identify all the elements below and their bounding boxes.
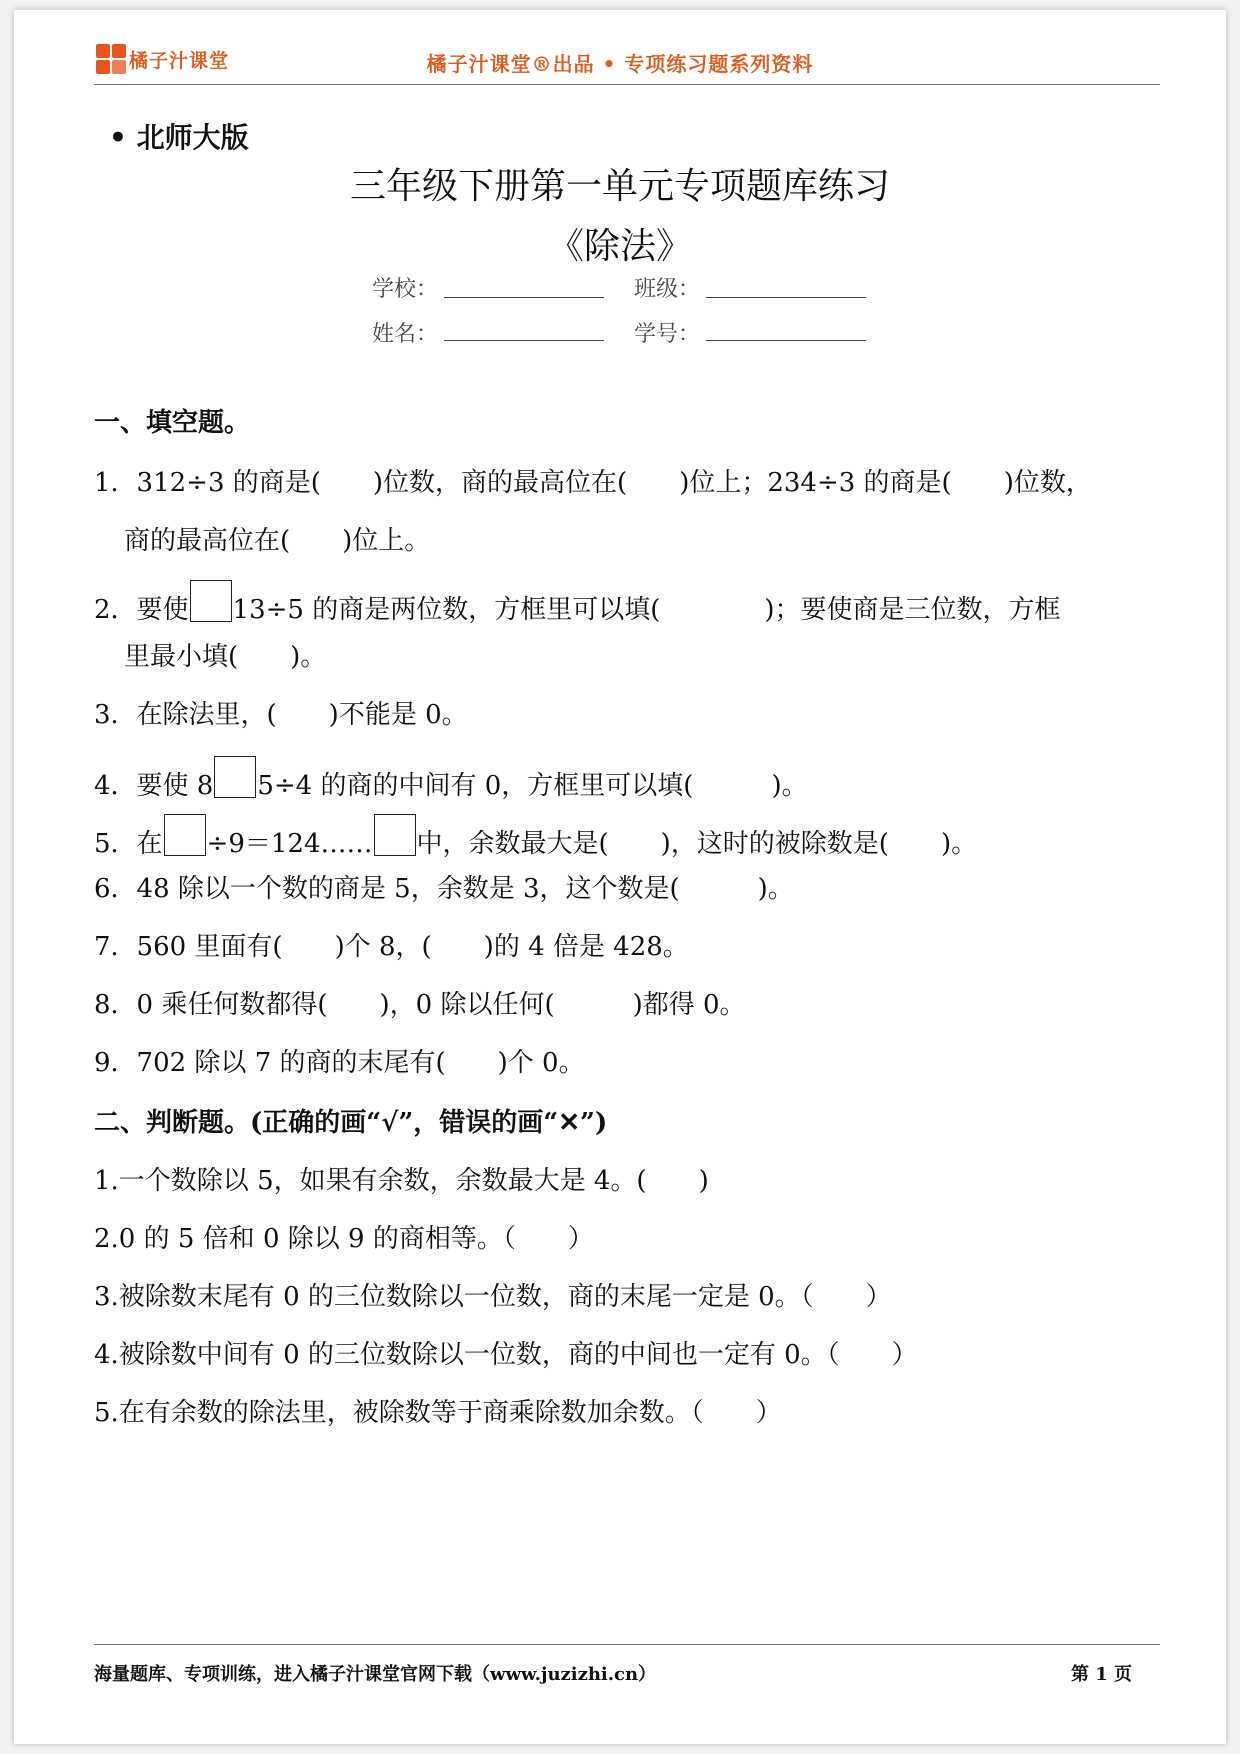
number-field[interactable] (706, 340, 866, 341)
brand-name: 橘子汁课堂 (129, 50, 230, 72)
judgement-item-4: 4.被除数中间有 0 的三位数除以一位数，商的中间也一定有 0。（ ） (94, 1340, 918, 1370)
name-label: 姓名： (372, 322, 439, 347)
footer-rule (94, 1644, 1160, 1645)
section-judgement-heading: 二、判断题。(正确的画“√”，错误的画“✕”) (94, 1108, 608, 1138)
judgement-item-2: 2.0 的 5 倍和 0 除以 9 的商相等。（ ） (94, 1224, 594, 1254)
name-field[interactable] (444, 340, 604, 341)
header-rule (94, 84, 1160, 85)
class-label: 班级： (634, 277, 701, 302)
header-title: 橘子汁课堂®出品 • 专项练习题系列资料 (426, 52, 814, 76)
question-2-line-2: 里最小填( )。 (124, 642, 327, 672)
footer-text: 海量题库、专项训练，进入橘子汁课堂官网下载（www.juzizhi.cn） (94, 1664, 657, 1685)
question-3: 3．在除法里，( )不能是 0。 (94, 700, 468, 730)
edition-label: • 北师大版 (109, 121, 249, 154)
answer-box[interactable] (164, 814, 206, 856)
page-title: 三年级下册第一单元专项题库练习 (349, 166, 890, 207)
section-fill-blank-heading: 一、填空题。 (94, 408, 251, 438)
question-7: 7．560 里面有( )个 8，( )的 4 倍是 428。 (94, 932, 689, 962)
school-label: 学校： (372, 277, 439, 302)
question-9: 9．702 除以 7 的商的末尾有( )个 0。 (94, 1048, 585, 1078)
judgement-item-1: 1.一个数除以 5，如果有余数，余数最大是 4。( ) (94, 1166, 709, 1196)
question-5: 5．在 ÷9＝124…… 中，余数最大是( )，这时的被除数是( )。 (94, 814, 977, 860)
number-label: 学号： (634, 322, 701, 347)
question-4: 4．要使 8 5÷4 的商的中间有 0，方框里可以填( )。 (94, 756, 808, 802)
question-6: 6．48 除以一个数的商是 5，余数是 3，这个数是( )。 (94, 874, 794, 904)
answer-box[interactable] (214, 756, 256, 798)
judgement-item-3: 3.被除数末尾有 0 的三位数除以一位数，商的末尾一定是 0。（ ） (94, 1282, 892, 1312)
question-1-line-1: 1．312÷3 的商是( )位数，商的最高位在( )位上；234÷3 的商是( )位数， (94, 468, 1092, 498)
question-2-line-1: 2．要使 13÷5 的商是两位数，方框里可以填( )；要使商是三位数，方框 (94, 580, 1061, 626)
class-field[interactable] (706, 297, 866, 298)
worksheet-page (14, 10, 1226, 1744)
answer-box[interactable] (374, 814, 416, 856)
school-field[interactable] (444, 297, 604, 298)
page-subtitle: 《除法》 (547, 226, 692, 267)
question-1-line-2: 商的最高位在( )位上。 (124, 526, 431, 556)
answer-box[interactable] (190, 580, 232, 622)
page-number: 第 1 页 (1070, 1664, 1132, 1685)
question-8: 8．0 乘任何数都得( )，0 除以任何( )都得 0。 (94, 990, 746, 1020)
judgement-item-5: 5.在有余数的除法里，被除数等于商乘除数加余数。（ ） (94, 1398, 782, 1428)
